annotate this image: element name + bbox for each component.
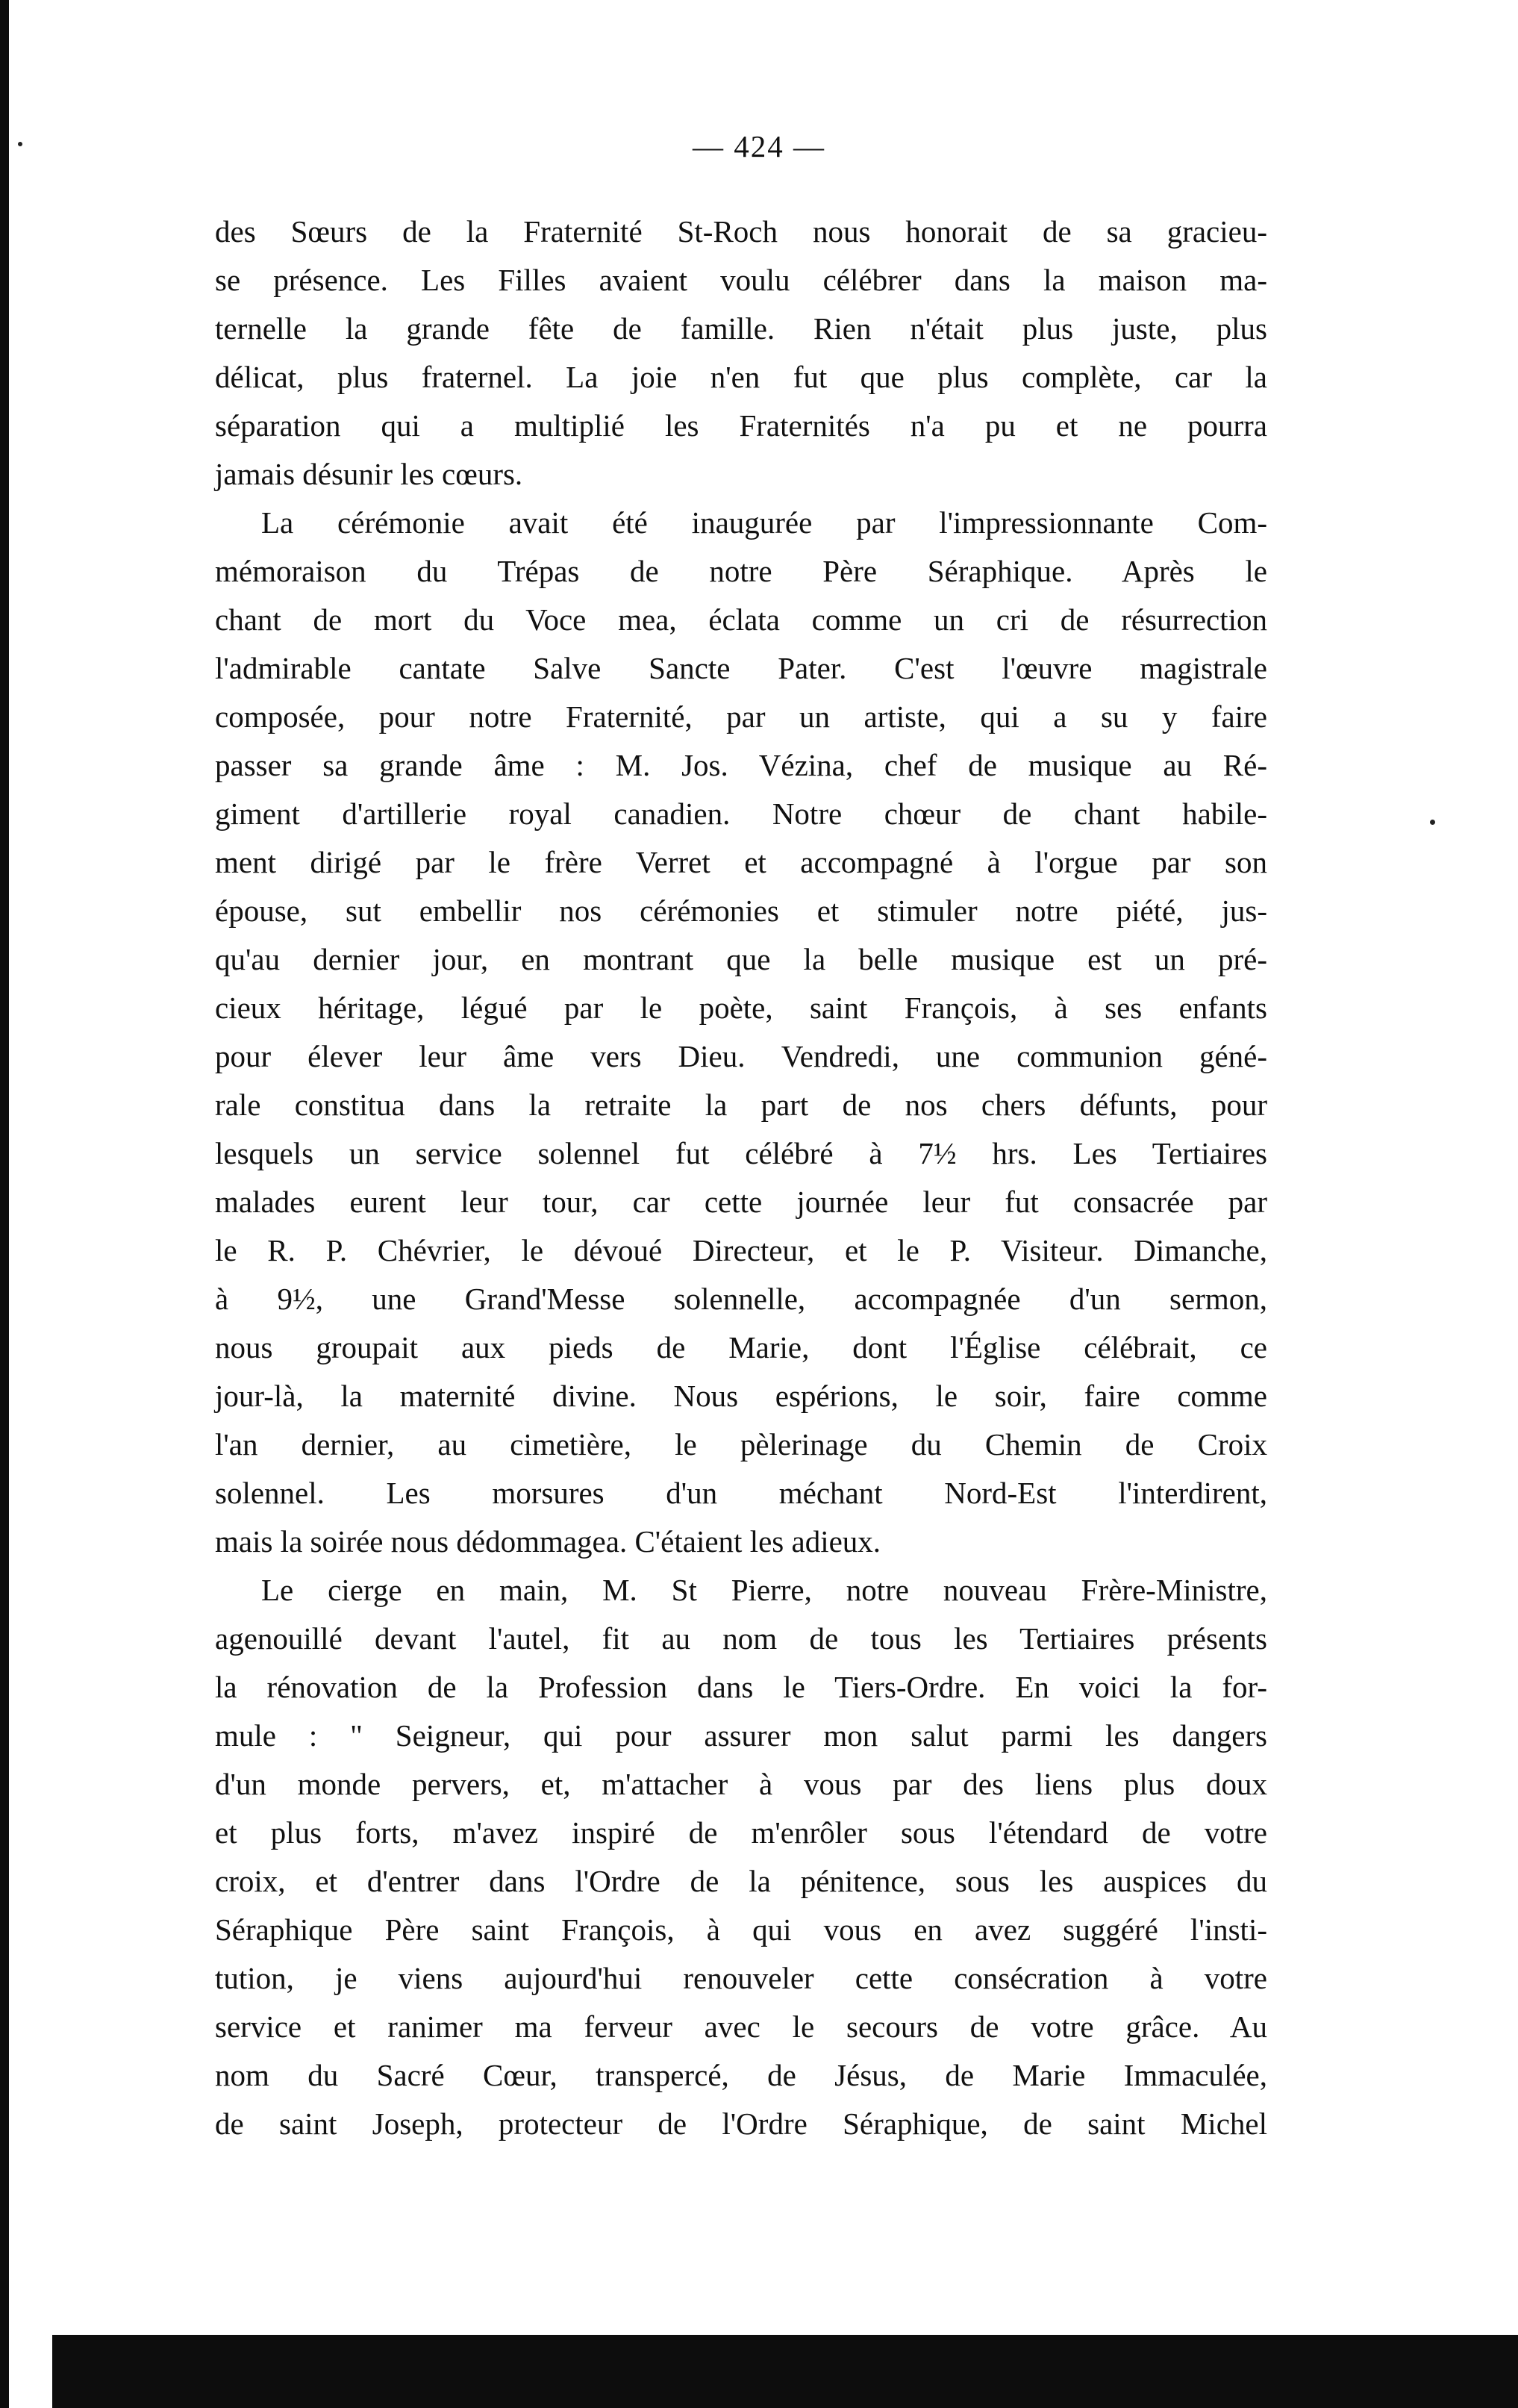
text-line: l'an dernier, au cimetière, le pèlerinage du Chemin de Croix (215, 1427, 1267, 1462)
text-line: le R. P. Chévrier, le dévoué Directeur, et le P. Visiteur. Dimanche, (215, 1233, 1267, 1267)
text-line: à 9½, une Grand'Messe solennelle, accompagnée d'un sermon, (215, 1282, 1267, 1316)
text-line: mémoraison du Trépas de notre Père Séraphique. Après le (215, 554, 1267, 588)
text-line: malades eurent leur tour, car cette journée leur fut consacrée par (215, 1185, 1267, 1219)
text-line: jamais désunir les cœurs. (215, 457, 523, 491)
text-line: la rénovation de la Profession dans le Tiers-Ordre. En voici la for- (215, 1670, 1267, 1704)
text-line: de saint Joseph, protecteur de l'Ordre Séraphique, de saint Michel (215, 2106, 1267, 2141)
text-line: giment d'artillerie royal canadien. Notre chœur de chant habile- (215, 796, 1267, 831)
text-line: La cérémonie avait été inaugurée par l'impressionnante Com- (261, 505, 1267, 540)
text-line: qu'au dernier jour, en montrant que la belle musique est un pré- (215, 942, 1267, 976)
text-line: chant de mort du Voce mea, éclata comme un cri de résurrection (215, 602, 1267, 637)
text-line: des Sœurs de la Fraternité St-Roch nous honorait de sa gracieu- (215, 214, 1267, 249)
text-line: délicat, plus fraternel. La joie n'en fut que plus complète, car la (215, 360, 1267, 394)
text-line: tution, je viens aujourd'hui renouveler cette consécration à votre (215, 1961, 1267, 1995)
text-line: ternelle la grande fête de famille. Rien n'était plus juste, plus (215, 311, 1267, 346)
text-line: nom du Sacré Cœur, transpercé, de Jésus, de Marie Immaculée, (215, 2058, 1267, 2092)
page-number: — 424 — (693, 129, 825, 163)
text-line: l'admirable cantate Salve Sancte Pater. C'est l'œuvre magistrale (215, 651, 1267, 685)
text-line: rale constitua dans la retraite la part de nos chers défunts, pour (215, 1088, 1267, 1122)
text-line: croix, et d'entrer dans l'Ordre de la pénitence, sous les auspices du (215, 1864, 1267, 1898)
text-line: et plus forts, m'avez inspiré de m'enrôler sous l'étendard de votre (215, 1815, 1267, 1850)
text-line: nous groupait aux pieds de Marie, dont l'Église célébrait, ce (215, 1330, 1267, 1364)
text-line: Séraphique Père saint François, à qui vous en avez suggéré l'insti- (215, 1912, 1267, 1947)
text-line: Le cierge en main, M. St Pierre, notre nouveau Frère-Ministre, (261, 1573, 1267, 1607)
text-line: pour élever leur âme vers Dieu. Vendredi, une communion géné- (215, 1039, 1267, 1073)
text-line: se présence. Les Filles avaient voulu célébrer dans la maison ma- (215, 263, 1267, 297)
text-line: lesquels un service solennel fut célébré à 7½ hrs. Les Tertiaires (215, 1136, 1267, 1170)
text-line: passer sa grande âme : M. Jos. Vézina, chef de musique au Ré- (215, 748, 1267, 782)
body-text (215, 208, 1267, 2148)
text-line: composée, pour notre Fraternité, par un artiste, qui a su y faire (215, 699, 1267, 734)
text-line: mule : " Seigneur, qui pour assurer mon salut parmi les dangers (215, 1718, 1267, 1753)
text-line: agenouillé devant l'autel, fit au nom de tous les Tertiaires présents (215, 1621, 1267, 1656)
scan-speck (1430, 820, 1435, 825)
text-line: épouse, sut embellir nos cérémonies et stimuler notre piété, jus- (215, 893, 1267, 928)
scan-left-edge (0, 0, 9, 2408)
text-line: service et ranimer ma ferveur avec le secours de votre grâce. Au (215, 2009, 1267, 2044)
text-line: mais la soirée nous dédommagea. C'étaient les adieux. (215, 1524, 881, 1559)
text-line: jour-là, la maternité divine. Nous espérions, le soir, faire comme (215, 1379, 1267, 1413)
text-line: d'un monde pervers, et, m'attacher à vous par des liens plus doux (215, 1767, 1267, 1801)
text-line: séparation qui a multiplié les Fraternités n'a pu et ne pourra (215, 408, 1267, 443)
text-line: cieux héritage, légué par le poète, saint François, à ses enfants (215, 991, 1267, 1025)
scan-bottom-edge (52, 2335, 1518, 2408)
text-line: solennel. Les morsures d'un méchant Nord-Est l'interdirent, (215, 1476, 1267, 1510)
text-line: ment dirigé par le frère Verret et accompagné à l'orgue par son (215, 845, 1267, 879)
